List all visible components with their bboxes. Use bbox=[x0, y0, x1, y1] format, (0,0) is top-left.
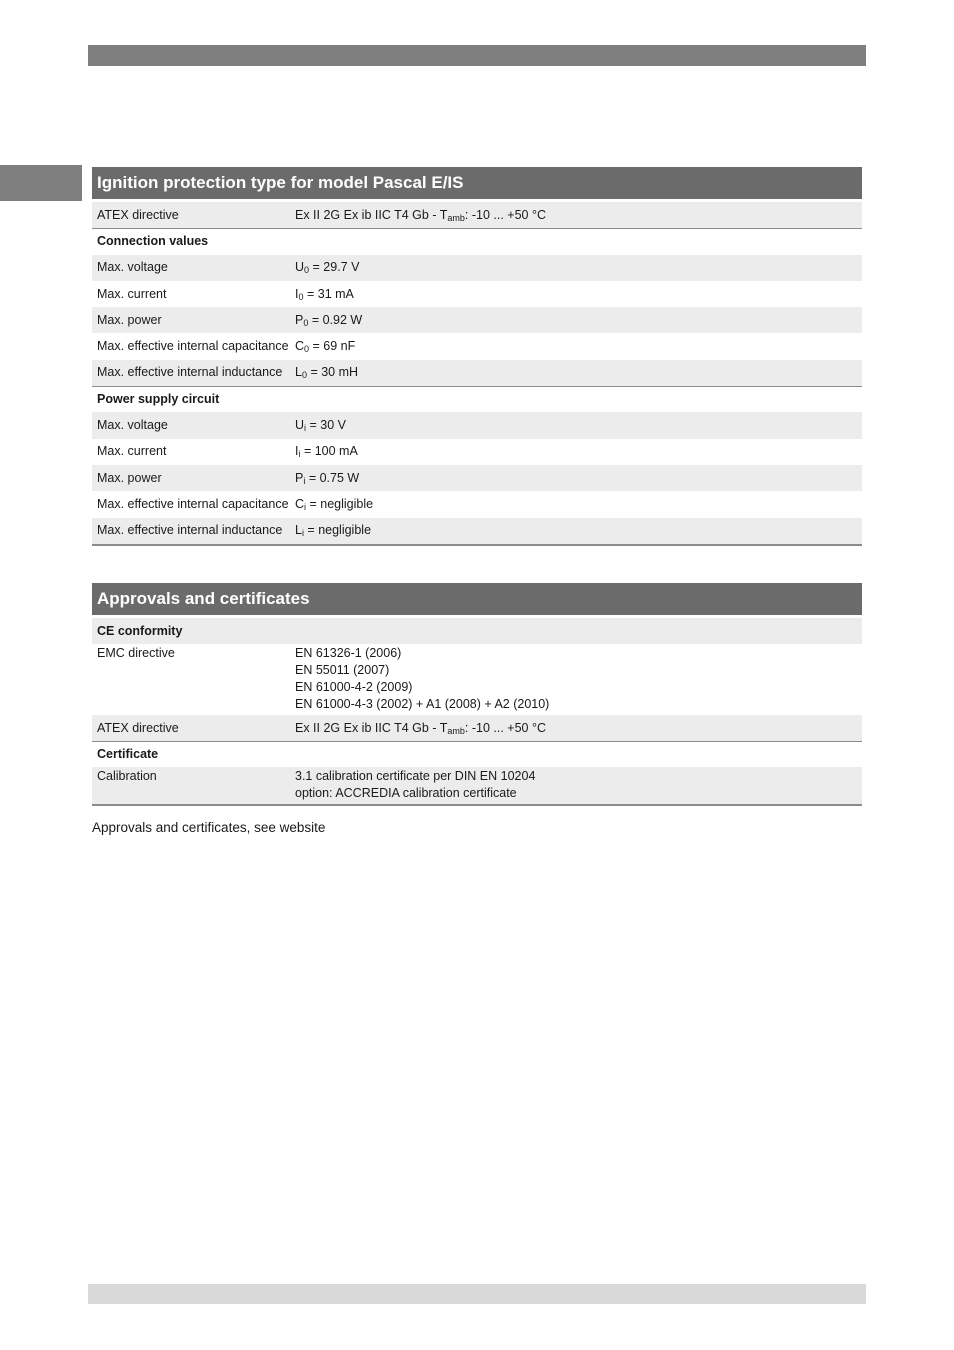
row-label: Max. effective internal capacitance bbox=[97, 496, 289, 511]
table-row bbox=[92, 518, 862, 544]
table-row bbox=[92, 202, 862, 228]
row-value: Ex II 2G Ex ib IIC T4 Gb - $T_{amb}$: -10 ... +50 °C bbox=[295, 720, 546, 736]
row-label: Max. voltage bbox=[97, 418, 168, 433]
table-row bbox=[92, 439, 862, 465]
calibration-value: 3.1 calibration certificate per DIN EN 10204 bbox=[295, 769, 536, 783]
row-value: $P_i = 0.75$ W bbox=[295, 470, 360, 486]
row-value: $U_i = 30$ V bbox=[295, 418, 346, 434]
table-bottom-rule bbox=[92, 544, 862, 546]
row-label: Max. effective internal capacitance bbox=[97, 339, 289, 354]
row-value: $U_0 = 29.7$ V bbox=[295, 260, 360, 276]
footnote: Approvals and certificates, see website bbox=[92, 820, 326, 835]
row-label: Max. power bbox=[97, 312, 162, 327]
table-row bbox=[92, 465, 862, 491]
emc-standard: EN 61326-1 (2006) bbox=[295, 646, 402, 660]
page-header-bar bbox=[88, 45, 866, 66]
row-label: Calibration bbox=[97, 769, 157, 783]
row-label: Max. voltage bbox=[97, 260, 168, 275]
connection-values-rows bbox=[92, 255, 862, 386]
table-row bbox=[92, 491, 862, 517]
row-label: ATEX directive bbox=[97, 720, 179, 735]
row-value bbox=[295, 645, 862, 713]
table-row bbox=[92, 255, 862, 281]
calibration-value: option: ACCREDIA calibration certificate bbox=[295, 786, 517, 800]
table-bottom-rule bbox=[92, 804, 862, 806]
row-value: $C_0 = 69$ nF bbox=[295, 339, 356, 355]
row-value: $C_i$ = negligible bbox=[295, 496, 374, 512]
table-row bbox=[92, 644, 862, 715]
row-value: Ex II 2G Ex ib IIC T4 Gb - $T_{amb}$: -10 ... +50 °C bbox=[295, 207, 546, 223]
row-value: $L_0 = 30$ mH bbox=[295, 365, 359, 381]
row-value: $I_i = 100$ mA bbox=[295, 444, 358, 460]
table-row bbox=[92, 412, 862, 438]
row-label: Max. effective internal inductance bbox=[97, 365, 283, 380]
section-heading-row bbox=[92, 386, 862, 412]
emc-standard: EN 55011 (2007) bbox=[295, 663, 390, 677]
row-label: Max. power bbox=[97, 470, 162, 485]
section-heading: Certificate bbox=[97, 747, 159, 761]
table-row bbox=[92, 307, 862, 333]
table-row bbox=[92, 333, 862, 359]
section-heading-row bbox=[92, 228, 862, 254]
row-label: Max. current bbox=[97, 444, 167, 459]
row-value: $L_i$ = negligible bbox=[295, 523, 372, 539]
row-label: Max. effective internal inductance bbox=[97, 523, 283, 538]
emc-standard: EN 61000-4-2 (2009) bbox=[295, 680, 413, 694]
power-supply-rows bbox=[92, 412, 862, 543]
section-heading: Connection values bbox=[97, 234, 209, 249]
row-value bbox=[295, 768, 862, 802]
page-footer-bar bbox=[88, 1284, 866, 1304]
row-value: $I_0 = 31$ mA bbox=[295, 286, 354, 302]
table-title: Approvals and certificates bbox=[92, 583, 862, 615]
row-label: Max. current bbox=[97, 286, 167, 301]
table-row bbox=[92, 767, 862, 804]
table-row bbox=[92, 715, 862, 741]
section-heading: CE conformity bbox=[97, 623, 183, 638]
section-heading: Power supply circuit bbox=[97, 392, 220, 407]
table-row bbox=[92, 281, 862, 307]
section-heading-row bbox=[92, 618, 862, 644]
row-label: EMC directive bbox=[97, 646, 175, 660]
section-heading-row bbox=[92, 741, 862, 767]
emc-standard: EN 61000-4-3 (2002) + A1 (2008) + A2 (2010) bbox=[295, 697, 550, 711]
chapter-tab bbox=[0, 165, 82, 201]
table-row bbox=[92, 360, 862, 386]
row-label: ATEX directive bbox=[97, 207, 179, 222]
approvals-table bbox=[92, 583, 862, 806]
row-value: $P_0 = 0.92$ W bbox=[295, 312, 363, 328]
ignition-protection-table bbox=[92, 167, 862, 546]
table-title: Ignition protection type for model Pascal E/IS bbox=[92, 167, 862, 199]
